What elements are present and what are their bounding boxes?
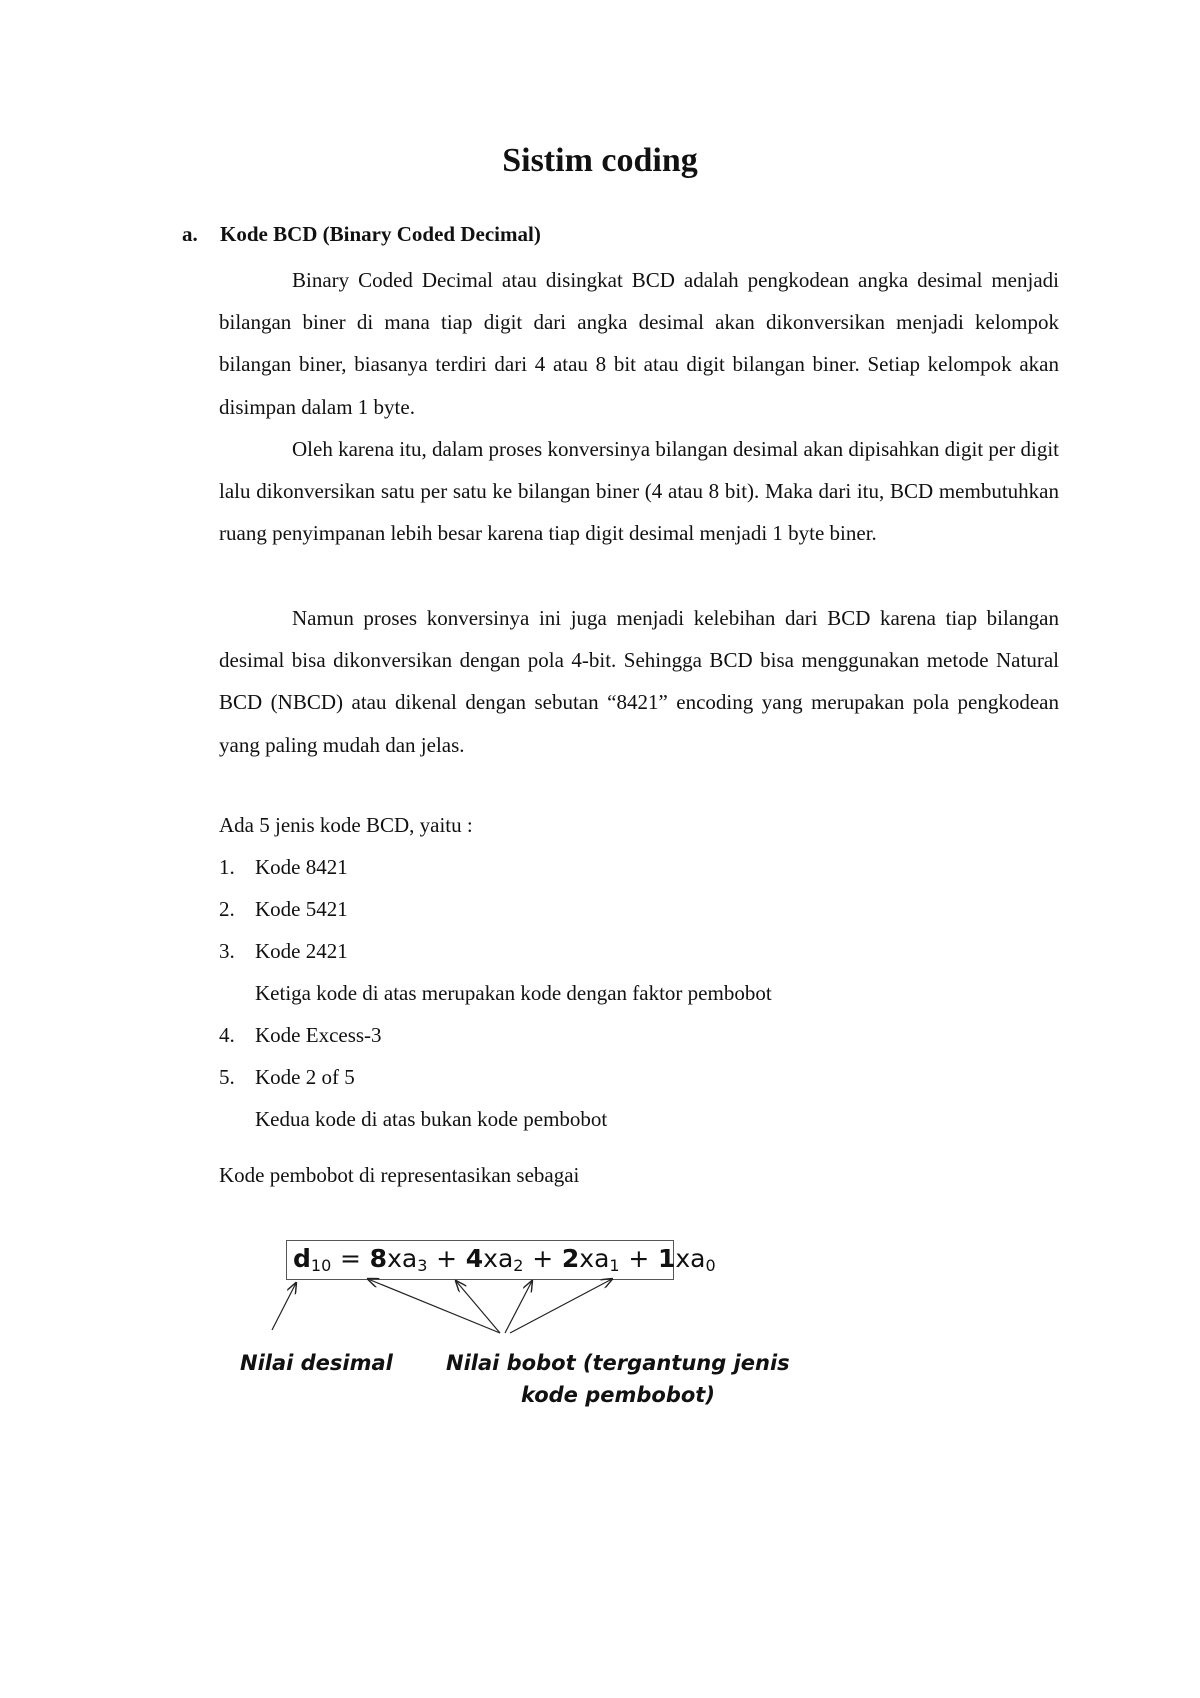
formula-subscript: 1 [609, 1256, 620, 1275]
list-number: 3. [219, 939, 235, 963]
list-intro: Ada 5 jenis kode BCD, yaitu : [219, 813, 473, 837]
list-text: Kode 2421 [255, 939, 348, 963]
formula-weight: 1 [657, 1244, 676, 1273]
section-heading [182, 222, 541, 247]
arrow-to-weight-2 [505, 1281, 532, 1333]
paragraph-2: Oleh karena itu, dalam proses konversinya bilangan desimal akan dipisahkan digit per digit lalu dikonversikan satu per satu ke bilangan biner (4 atau 8 bit). Maka dari itu, BCD membutuhkan ruang penyimpanan lebih besar karena tiap digit desimal menjadi 1 byte biner. [219, 437, 1059, 546]
arrow-to-weight-4 [456, 1281, 500, 1333]
page-title: Sistim coding [502, 142, 698, 179]
formula-variable: xa [387, 1244, 418, 1273]
decimal-value-label: Nilai desimal [240, 1351, 393, 1375]
formula-variable: xa [675, 1244, 706, 1273]
formula-lhs-subscript: 10 [310, 1256, 332, 1275]
arrow-to-weight-1 [510, 1279, 612, 1333]
formula-plus: + [628, 1244, 650, 1273]
list-text: Kode 8421 [255, 855, 348, 879]
list-text: Kode 5421 [255, 897, 348, 921]
list-item [219, 939, 348, 964]
list-item [219, 1023, 382, 1048]
list-number: 4. [219, 1023, 235, 1047]
arrow-to-weight-8 [368, 1279, 500, 1333]
weighted-code-formula [286, 1240, 716, 1280]
arrow-to-decimal [272, 1283, 296, 1330]
formula-subscript: 0 [705, 1256, 716, 1275]
formula-lhs: d [293, 1244, 311, 1273]
list-text: Kode Excess-3 [255, 1023, 382, 1047]
weight-value-label-line1: Nilai bobot (tergantung jenis [446, 1351, 790, 1375]
paragraph-1: Binary Coded Decimal atau disingkat BCD adalah pengkodean angka desimal menjadi bilangan biner di mana tiap digit dari angka desimal akan dikonversikan menjadi kelompok bilangan biner, biasanya terdiri dari 4 atau 8 bit atau digit bilangan biner. Setiap kelompok akan disimpan dalam 1 byte. [219, 268, 1059, 419]
formula-weight: 8 [369, 1244, 388, 1273]
list-text: Kode 2 of 5 [255, 1065, 355, 1089]
formula-weight: 2 [561, 1244, 580, 1273]
weight-value-label-line2: kode pembobot) [521, 1383, 715, 1407]
list-item [219, 855, 348, 880]
weighted-note: Ketiga kode di atas merupakan kode dengan faktor pembobot [255, 981, 772, 1005]
list-number: 2. [219, 897, 235, 921]
paragraph-3: Namun proses konversinya ini juga menjadi kelebihan dari BCD karena tiap bilangan desimal bisa dikonversikan dengan pola 4-bit. Sehingga BCD bisa menggunakan metode Natural BCD (NBCD) atau dikenal dengan sebutan “8421” encoding yang merupakan pola pengkodean yang paling mudah dan jelas. [219, 606, 1059, 757]
formula-variable: xa [579, 1244, 610, 1273]
formula-variable: xa [483, 1244, 514, 1273]
formula-equals: = [339, 1244, 361, 1273]
formula-weight: 4 [465, 1244, 484, 1273]
section-title: Kode BCD (Binary Coded Decimal) [220, 222, 541, 246]
formula-plus: + [532, 1244, 554, 1273]
formula-plus: + [436, 1244, 458, 1273]
formula-subscript: 2 [513, 1256, 524, 1275]
formula-subscript: 3 [417, 1256, 428, 1275]
section-label: a. [182, 222, 198, 246]
unweighted-note: Kedua kode di atas bukan kode pembobot [255, 1107, 608, 1131]
list-number: 5. [219, 1065, 235, 1089]
list-number: 1. [219, 855, 235, 879]
list-item [219, 897, 348, 922]
formula-intro: Kode pembobot di representasikan sebagai [219, 1163, 580, 1187]
list-item [219, 1065, 355, 1090]
